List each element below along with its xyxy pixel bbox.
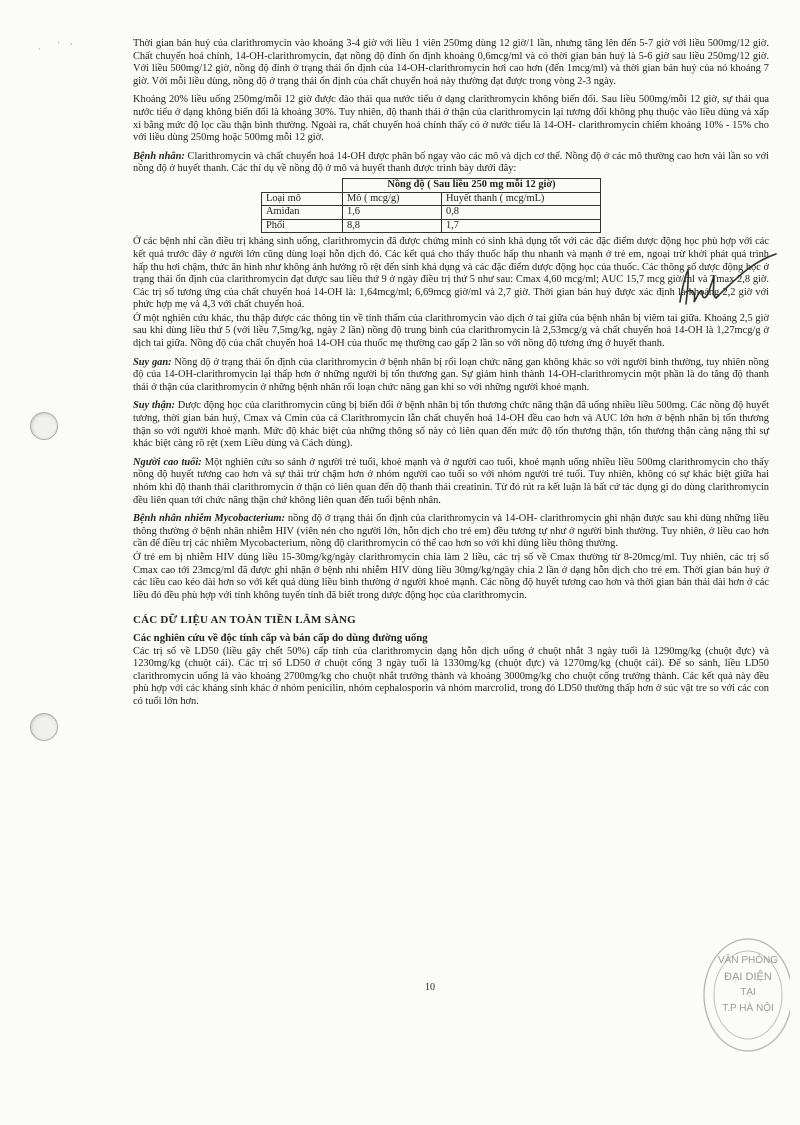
table-header-cell: Mô ( mcg/g) <box>343 192 442 206</box>
table-cell: 1,7 <box>442 219 601 233</box>
stamp-line: VĂN PHÒNG <box>717 955 778 966</box>
table-spacer <box>262 178 343 192</box>
table-cell: 8,8 <box>343 219 442 233</box>
table-row <box>262 206 601 220</box>
paragraph-pediatric: Ở các bệnh nhi cần điều trị kháng sinh uống, clarithromycin đã được chứng minh có sinh khả dụng tốt với các đặc điểm dược động học phù hợp với các kết quả trước đây ở người lớn cũng dùng loại hỗn dịch đó. Các kết quả cho thấy thuốc hấp thu nhanh và mạnh ở trẻ em, ngoại trừ khởi phát quá trình hấp thu hơi chậm, thức ăn hình như không ảnh hưởng rõ rệt đến sinh khả dụng và các đặc điểm dược động học của thuốc. Các thông số dược động học ở trạng thái ổn định của clarithromycin đạt được sau liều thứ 9 ở ngày điều trị thứ 5 như sau: Cmax 4,60 mcg/ml; AUC 15,7 mcg giờ/ml và Tmax 2,8 giờ. Các trị số tương ứng của chất chuyển hoá 14-OH là: 1,64mcg/ml; 6,69mcg giờ/ml và 2,7 giờ. Thời gian bán huỷ được xác định là khoảng 2,2 giờ với phức hợp mẹ và 4,3 với chất chuyển hoá. <box>133 236 769 311</box>
subheading: Các nghiên cứu về độc tính cấp và bán cấp do dùng đường uống <box>133 631 428 644</box>
table-header-cell: Huyết thanh ( mcg/mL) <box>442 192 601 206</box>
table-row <box>262 219 601 233</box>
punch-hole-icon <box>30 713 58 741</box>
section-heading: CÁC DỮ LIỆU AN TOÀN TIỀN LÂM SÀNG <box>133 614 356 627</box>
paragraph-mycobacterium <box>133 513 769 551</box>
page-number: 10 <box>425 982 435 993</box>
stamp-line: T.P HÀ NỘI <box>722 1003 774 1014</box>
paragraph-elderly <box>133 457 769 507</box>
text-elderly: Một nghiên cứu so sánh ở người trẻ tuổi, khoẻ mạnh và ở người cao tuổi, khoẻ mạnh uống nhiều liều 500mg clarithromycin cho thấy nồng độ huyết tương cao hơn và sự thải trừ chậm hơn ở nhóm người cao tuổi so với nhóm người trẻ tuổi. Tuy nhiên, không có sự khác biệt giữa hai nhóm khi độ thanh thải clarithromycin ở thận có liên quan đến độ thanh thải creatinin. Từ đó rút ra kết luận là bất cứ tác dụng gì do dùng clarithromycin đều liên quan tới chức năng thận chứ không liên quan đến tuổi bệnh nhân. <box>133 456 769 506</box>
label-hepatic: Suy gan: <box>133 356 172 368</box>
scan-mark: , <box>70 36 73 46</box>
paragraph-hepatic <box>133 357 769 395</box>
label-elderly: Người cao tuổi: <box>133 456 202 468</box>
stamp-line: TẠI <box>740 987 756 998</box>
document-body <box>133 38 769 715</box>
text-patients: Clarithromycin và chất chuyển hoá 14-OH được phân bố ngay vào các mô và dịch cơ thể. Nồng độ ở các mô thường cao hơn vài lần so với nồng độ ở huyết thanh. Các thí dụ về nồng độ ở mô và huyết thanh được trình bày dưới đây: <box>133 150 769 175</box>
table-header-cell: Loại mô <box>262 192 343 206</box>
paragraph-excretion: Khoảng 20% liều uống 250mg/mỗi 12 giờ được đào thải qua nước tiểu ở dạng clarithromycin không biến đổi. Sau liều 500mg/mỗi 12 giờ, sự thải qua nước tiểu ở dạng không biến đổi là khoảng 30%. Tuy nhiên, độ thanh thải ở thận của clarithromycin lại tương đối không phụ thuộc vào liều dùng và xấp xỉ bằng mức độ lọc cầu thận bình thường. Ngoài ra, chất chuyển hoá chính thấy có ở nước tiểu là 14-OH- clarithromycin chiếm khoảng 10% - 15% cho với liều dùng 250mg hoặc 500mg mỗi 12 giờ. <box>133 94 769 144</box>
table-cell: Phổi <box>262 219 343 233</box>
table-cell: Amiđan <box>262 206 343 220</box>
text-mycobacterium: nồng độ ở trạng thái ổn định của clarithromycin và 14-OH- clarithromycin ghi nhận được sau khi dùng những liều thông thường ở bệnh nhân nhiễm HIV (viên nén cho người lớn, hỗn dịch cho trẻ em) đều tương tự như ở người bình thường. Tuy nhiên, ở liều cao hơn cần để điều trị các nhiễm Mycobacterium, nồng độ clarithromycin có thể cao hơn so với khi dùng liều thông thường. <box>133 513 769 550</box>
table-cell: 0,8 <box>442 206 601 220</box>
text-hepatic: Nồng độ ở trạng thái ổn định của clarithromycin ở bệnh nhân bị rối loạn chức năng gan không khác so với người bình thường, tuy nhiên nồng độ của 14-OH-clarithromycin lại thấp hơn ở những người bị tổn thương gan. Sự giảm hình thành 14-OH-clarithromycin một phần là do tăng độ thanh thải ở thận của clarithromycin ở những bệnh nhân rối loạn chức năng gan khi so với những người khoẻ mạnh. <box>133 356 769 393</box>
paragraph-hiv-children: Ở trẻ em bị nhiễm HIV dùng liều 15-30mg/kg/ngày clarithromycin chia làm 2 liều, các trị số về Cmax thường từ 8-20mcg/ml. Tuy nhiên, các trị số Cmax cao tới 23mcg/ml đã được ghi nhận ở bệnh nhi nhiễm HIV dùng liều 30mg/kg/ngày chia 2 lần ở dạng hỗn dịch cho trẻ em. Thời gian bán huỷ ở các liều cao kéo dài hơn so với kết quả dùng liều bình thường ở người khoẻ mạnh. Các nồng độ huyết tương cao hơn và thời gian bán thải dài hơn ở các liều đó đều phù hợp với tính không tuyến tính đã biết trong dược động học của clarithromycin. <box>133 551 769 601</box>
paragraph-patients <box>133 151 769 176</box>
scan-mark: · <box>38 44 41 54</box>
concentration-table <box>261 178 601 233</box>
label-renal: Suy thận: <box>133 400 176 412</box>
paragraph-renal <box>133 400 769 450</box>
text-renal: Dược động học của clarithromycin cũng bị biến đổi ở bệnh nhân bị tổn thương chức năng thận đã uống nhiều liều 500mg. Các nồng độ huyết tương, thời gian bán huỷ, Cmax và Cmin của cả Clarithromycin lẫn chất chuyển hoá 14-OH đều cao hơn và AUC lớn hơn ở bệnh nhân bị tổn thương thận so với người khoẻ mạnh. Mức độ khác biệt của những thông số này có liên quan đến mức độ tổn thương thận, tổn thương thận càng nặng thì sự khác biệt càng rõ rệt (xem Liều dùng và Cách dùng). <box>133 400 769 450</box>
table-title: Nồng độ ( Sau liều 250 mg mỗi 12 giờ) <box>343 178 601 192</box>
paragraph-half-life: Thời gian bán huỷ của clarithromycin vào khoảng 3-4 giờ với liều 1 viên 250mg dùng 12 giờ/1 lần, nhưng tăng lên đến 5-7 giờ với liều 500mg/12 giờ. Chất chuyển hoá chính, 14-OH-clarithromycin, đạt nồng độ đỉnh ổn định khoảng 0,6mcg/ml và có thời gian bán huỷ là 5-6 giờ sau liều 250mg/12 giờ. Với liều 500mg/12 giờ, nồng độ đỉnh ở trạng thái ổn định của 14-OH-clarithromycin hơi cao hơn (đến 1mcg/ml) và thời gian bán huỷ của nó khoảng 7 giờ. Với mỗi liều dùng, nồng độ ở trạng thái ổn định của chất chuyển hoá này thường đạt được trong vòng 2-3 ngày. <box>133 38 769 87</box>
table-header-row <box>262 192 601 206</box>
paragraph-toxicity: Các trị số về LD50 (liều gây chết 50%) cấp tính của clarithromycin dạng hỗn dịch uống ở chuột nhắt 3 ngày tuổi là 1290mg/kg (chuột đực) và 1230mg/kg (chuột cái). Các trị số LD50 ở chuột cống 3 ngày tuổi là 1330mg/kg (chuột đực) và 1270mg/kg (chuột cái). Để so sánh, liều LD50 clarithromycin uống là vào khoảng 2700mg/kg cho chuột nhắt trưởng thành và khoảng 3000mg/kg cho chuột cống trưởng thành. Các kết quả này đều phù hợp với các kháng sinh khác ở nhóm penicilin, nhóm cephalosporin và nhóm marcrolid, trong đó LD50 thường thấp hơn ở súc vật tre so với các con có tuổi lớn hơn. <box>133 645 769 707</box>
label-patients: Bệnh nhân: <box>133 150 185 162</box>
office-stamp <box>700 935 790 1055</box>
paragraph-otitis: Ở một nghiên cứu khác, thu thập được các thông tin về tính thấm của clarithromycin vào dịch ở tai giữa của bệnh nhân bị viêm tai giữa. Khoảng 2,5 giờ sau khi dùng liều thứ 5 (với liều 7,5mg/kg, ngày 2 lần) nồng độ trung bình của clarithromycin là 2,53mcg/g và chất chuyển hoá 14-OH là 1,27mcg/g ở dịch tai giữa. Nồng độ của chất chuyển hoá 14-OH của thuốc mẹ thường cao gấp 2 lần so với nồng độ tương ứng ở huyết thanh. <box>133 312 769 350</box>
punch-hole-icon <box>30 412 58 440</box>
scan-mark: ' <box>58 40 60 50</box>
table-cell: 1,6 <box>343 206 442 220</box>
stamp-line: ĐẠI DIỆN <box>724 971 772 983</box>
label-mycobacterium: Bệnh nhân nhiễm Mycobacterium: <box>133 513 285 525</box>
